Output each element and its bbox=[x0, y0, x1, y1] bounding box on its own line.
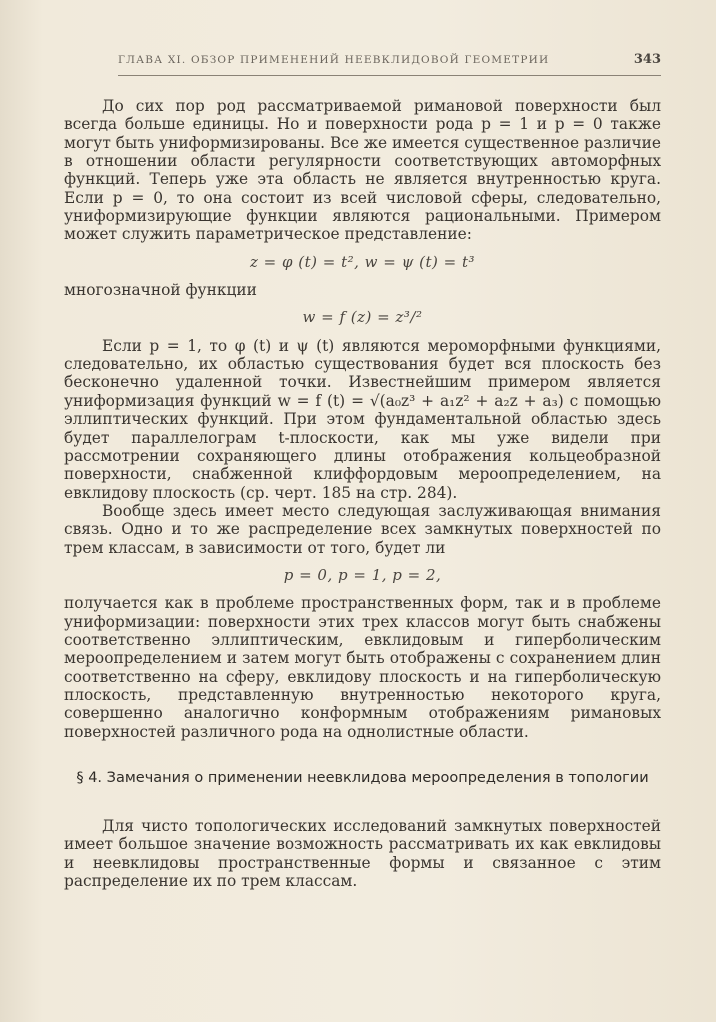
formula-parametric: z = φ (t) = t², w = ψ (t) = t³ bbox=[249, 252, 476, 271]
paragraph-6: Для чисто топологических исследований замкнутых поверхностей имеет большое значение возможность рассматривать их как евклидовы и неевклидовы пространственные формы и связанное с этим распределение их по трем классам. bbox=[64, 817, 661, 891]
formula-genus: p = 0, p = 1, p = 2, bbox=[283, 565, 442, 584]
paragraph-1: До сих пор род рассматриваемой римановой поверхности был всегда больше единицы. Но и поверхности рода p = 1 и p = 0 также могут быть униформизированы. Все же имеется существенное различие в отношении области регулярности соответствующих автоморфных функций. Теперь уже эта область не является внутренностью круга. Если p = 0, то она состоит из всей числовой сферы, следовательно, униформизирующие функции являются рациональными. Примером может служить параметрическое представление: bbox=[64, 97, 661, 244]
paragraph-4: Вообще здесь имеет место следующая заслуживающая внимания связь. Одно и то же распределение всех замкнутых поверхностей по трем классам, в зависимости от того, будет ли bbox=[64, 501, 661, 557]
formula-multivalued: w = f (z) = z³/² bbox=[302, 308, 423, 327]
chapter-title: ГЛАВА XI. ОБЗОР ПРИМЕНЕНИЙ НЕЕВКЛИДОВОЙ ГЕОМЕТРИИ bbox=[118, 54, 550, 66]
running-header bbox=[118, 52, 661, 76]
page-number: 343 bbox=[633, 52, 661, 67]
paragraph-3: Если p = 1, то φ (t) и ψ (t) являются мероморфными функциями, следовательно, их областью существования будет вся плоскость без бесконечно удаленной точки. Известнейшим примером является униформизация функций w = f (t) = √(a₀z³ + a₁z² + a₂z + a₃) с помощью эллиптических функций. При этом фундаментальной областью здесь будет параллелограм t-плоскости, как мы уже видели при рассмотрении сохраняющего длины отображения кольцеобразной поверхности, снабженной клиффордовым мероопределением, на евклидову плоскость (ср. черт. 185 на стр. 284). bbox=[64, 336, 661, 502]
section-heading: § 4. Замечания о применении неевклидова мероопределения в топологии bbox=[76, 770, 649, 786]
paragraph-5: получается как в проблеме пространственных форм, так и в проблеме униформизации: поверхности этих трех классов могут быть снабжены соответственно эллиптическим, евклидовым и гиперболическим мероопределением и затем могут быть отображены с сохранением длин соответственно на сферу, евклидову плоскость и на гиперболическую плоскость, представленную внутренностью некоторого круга, совершенно аналогично конформным отображениям римановых поверхностей различного рода на однолистные области. bbox=[64, 594, 661, 741]
paragraph-2: многозначной функции bbox=[64, 281, 257, 300]
page-body bbox=[64, 97, 661, 890]
